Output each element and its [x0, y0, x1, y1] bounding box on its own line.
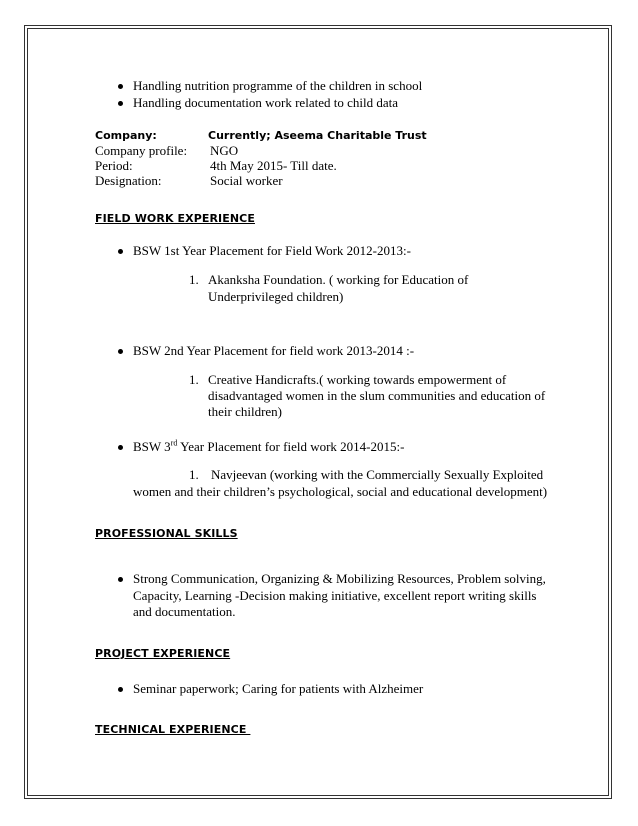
bullet-dot [118, 84, 123, 89]
bullet-dot [118, 249, 123, 254]
sub-line: Akanksha Foundation. ( working for Education of [208, 272, 469, 287]
sub-number: 1. [189, 467, 199, 482]
ordinal-suffix: rd [170, 438, 178, 448]
duty-item: Handling nutrition programme of the children in school [133, 78, 423, 93]
designation-label: Designation: [95, 173, 162, 188]
bullet-dot [118, 101, 123, 106]
sub-line: women and their children’s psychological, social and educational development) [133, 484, 548, 499]
designation-value: Social worker [210, 173, 283, 188]
technical-experience-heading: TECHNICAL EXPERIENCE [95, 723, 251, 736]
placement-item: BSW 2nd Year Placement for field work 2013-2014 :- [133, 343, 415, 358]
sub-line: disadvantaged women in the slum communities and education of [208, 388, 546, 403]
sub-line: their children) [208, 404, 282, 419]
bullet-dot [118, 445, 123, 450]
bullet-dot [118, 349, 123, 354]
period-value: 4th May 2015- Till date. [210, 158, 337, 173]
skills-line: Strong Communication, Organizing & Mobilizing Resources, Problem solving, [133, 571, 546, 586]
project-item: Seminar paperwork; Caring for patients with Alzheimer [133, 681, 424, 696]
placement-prefix: BSW 3 [133, 439, 171, 454]
duty-item: Handling documentation work related to child data [133, 95, 398, 110]
sub-line: Navjeevan (working with the Commercially Sexually Exploited [211, 467, 544, 482]
company-value: Currently; Aseema Charitable Trust [208, 129, 427, 142]
sub-number: 1. [189, 372, 199, 387]
period-label: Period: [95, 158, 133, 173]
professional-skills-heading: PROFESSIONAL SKILLS [95, 527, 238, 540]
placement-suffix: Year Placement for field work 2014-2015:- [177, 439, 405, 454]
sub-line: Creative Handicrafts.( working towards empowerment of [208, 372, 507, 387]
placement-item: BSW 1st Year Placement for Field Work 2012-2013:- [133, 243, 411, 258]
company-profile-value: NGO [210, 143, 239, 158]
skills-line: and documentation. [133, 604, 236, 619]
field-work-heading: FIELD WORK EXPERIENCE [95, 212, 255, 225]
sub-line: Underprivileged children) [208, 289, 344, 304]
sub-number: 1. [189, 272, 199, 287]
bullet-dot [118, 577, 123, 582]
placement-item [133, 438, 404, 455]
project-experience-heading: PROJECT EXPERIENCE [95, 647, 231, 660]
bullet-dot [118, 687, 123, 692]
company-label: Company: [95, 129, 157, 142]
company-profile-label: Company profile: [95, 143, 188, 158]
skills-line: Capacity, Learning -Decision making initiative, excellent report writing skills [133, 588, 537, 603]
